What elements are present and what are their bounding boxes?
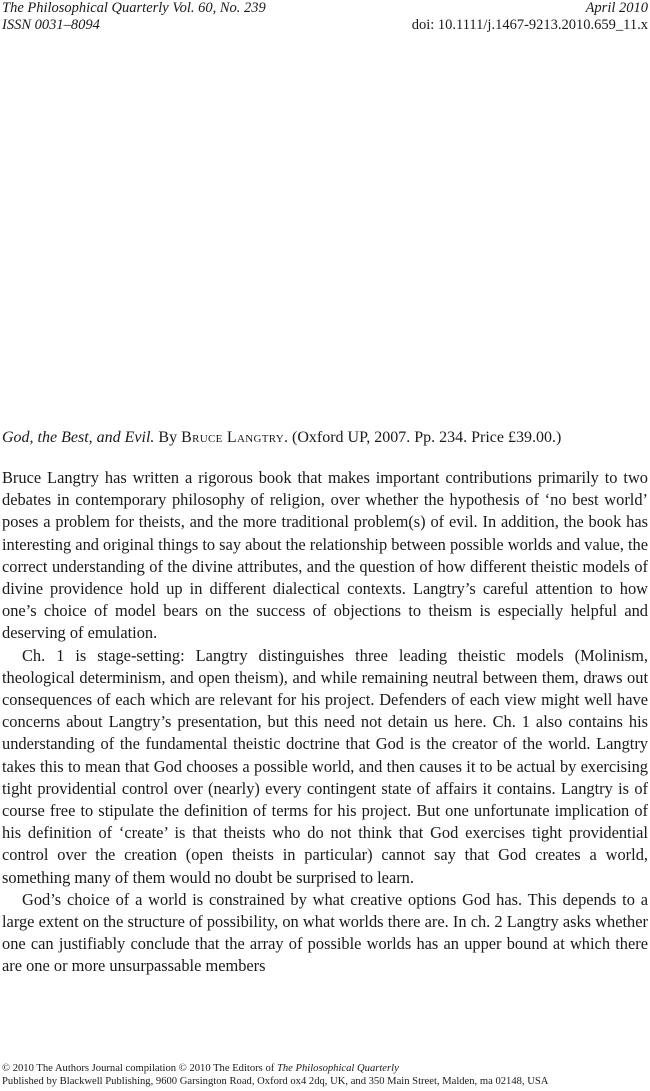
paragraph: Ch. 1 is stage-setting: Langtry distinguishes three leading theistic models (Molinism, theological determinism, and open theism), and while remaining neutral between them, draws out consequences of each which are relevant for his project. Defenders of each view might well have concerns about Langtry’s presentation, but this need not detain us here. Ch. 1 also contains his understanding of the fundamental theistic doctrine that God is the creator of the world. Langtry takes this to mean that God chooses a possible world, and then causes it to be actual by exercising tight providential control over (nearly) every contingent state of affairs it contains. Langtry is of course free to stipulate the definition of terms for his project. But one unfortunate implication of his definition of ‘create’ is that theists who do not think that God exercises tight providential control over the creation (open theists in particular) cannot say that God creates a world, something many of them would no doubt be surprised to learn.	[2, 645, 648, 887]
doi: doi: 10.1111/j.1467-9213.2010.659_11.x	[411, 17, 648, 33]
publication-info: (Oxford UP, 2007. Pp. 234. Price £39.00.)	[292, 429, 562, 446]
book-title: God, the Best, and Evil.	[2, 429, 155, 446]
review-body	[2, 467, 648, 978]
paragraph: God’s choice of a world is constrained by what creative options God has. This depends to a large extent on the structure of possibility, on what worlds there are. In ch. 2 Langtry asks whether one can justifiably conclude that the array of possible worlds has an upper bound at which there are one or more unsurpassable members	[2, 889, 648, 976]
book-author: Bruce Langtry	[181, 429, 285, 446]
review-heading: God, the Best, and Evil. By Bruce Langtry. (Oxford UP, 2007. Pp. 234. Price £39.00.)	[2, 429, 562, 446]
by-label: By	[158, 429, 178, 446]
paragraph: Bruce Langtry has written a rigorous book that makes important contributions primarily to two debates in contemporary philosophy of religion, over whether the hypothesis of ‘no best world’ poses a problem for theists, and the more traditional problem(s) of evil. In addition, the book has interesting and original things to say about the relationship between possible worlds and value, the correct understanding of the divine attributes, and the question of how different theistic models of divine providence hold up in different dialectical contexts. Langtry’s careful attention to how one’s choice of model bears on the success of objections to theism is especially helpful and deserving of emulation.	[2, 468, 648, 643]
issue-date: April 2010	[585, 0, 648, 16]
copyright-footer	[2, 1062, 648, 1088]
issn: ISSN 0031–8094	[2, 17, 100, 33]
running-header	[2, 0, 648, 34]
publisher-line: Published by Blackwell Publishing, 9600 Garsington Road, Oxford ox4 2dq, UK, and 350 Main Street, Malden, ma 02148, USA	[2, 1076, 549, 1087]
copyright-line: © 2010 The Authors Journal compilation © 2010 The Editors of	[2, 1063, 275, 1074]
journal-citation: The Philosophical Quarterly Vol. 60, No. 239	[2, 0, 266, 16]
journal-name: The Philosophical Quarterly	[276, 1063, 399, 1074]
